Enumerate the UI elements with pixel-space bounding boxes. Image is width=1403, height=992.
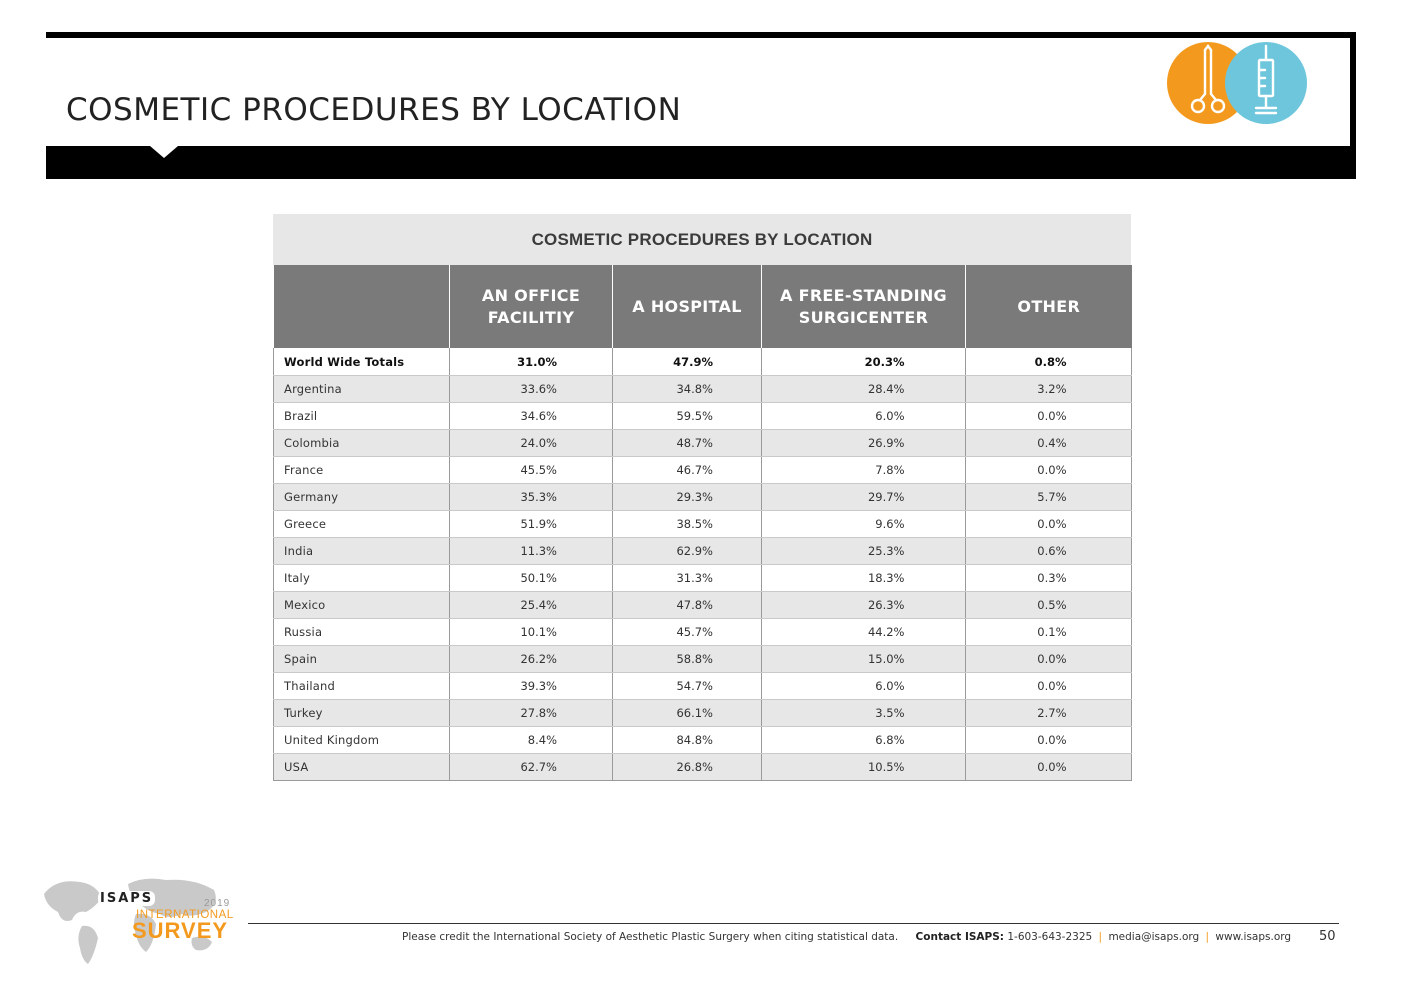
percent-value: 8.4% xyxy=(527,733,557,747)
header-row xyxy=(274,265,1132,348)
percent-value: 28.4% xyxy=(867,382,905,396)
value-cell xyxy=(613,592,762,619)
country-cell: World Wide Totals xyxy=(274,348,450,376)
country-cell: Italy xyxy=(274,565,450,592)
country-cell: Thailand xyxy=(274,673,450,700)
table-row xyxy=(274,754,1132,781)
value-cell xyxy=(762,727,966,754)
percent-value: 47.9% xyxy=(673,354,713,369)
table-row xyxy=(274,484,1132,511)
column-header-office: AN OFFICE FACILITIY xyxy=(450,265,613,348)
percent-value: 34.6% xyxy=(520,409,557,423)
page-number: 50 xyxy=(1319,929,1336,944)
percent-value: 39.3% xyxy=(520,679,557,693)
percent-value: 0.5% xyxy=(1037,598,1067,612)
column-header-country xyxy=(274,265,450,348)
column-header-hospital: A HOSPITAL xyxy=(613,265,762,348)
percent-value: 62.9% xyxy=(676,544,713,558)
value-cell xyxy=(450,457,613,484)
value-cell xyxy=(762,538,966,565)
value-cell xyxy=(613,348,762,376)
percent-value: 2.7% xyxy=(1037,706,1067,720)
percent-value: 20.3% xyxy=(864,354,905,369)
percent-value: 0.0% xyxy=(1037,760,1067,774)
country-cell: Spain xyxy=(274,646,450,673)
percent-value: 62.7% xyxy=(520,760,557,774)
value-cell xyxy=(613,457,762,484)
value-cell xyxy=(762,565,966,592)
value-cell xyxy=(450,754,613,781)
value-cell xyxy=(450,592,613,619)
table-caption: COSMETIC PROCEDURES BY LOCATION xyxy=(273,214,1131,265)
table-row xyxy=(274,403,1132,430)
table-row xyxy=(274,646,1132,673)
percent-value: 46.7% xyxy=(676,463,713,477)
separator: | xyxy=(1098,931,1103,943)
country-cell: India xyxy=(274,538,450,565)
percent-value: 0.0% xyxy=(1037,652,1067,666)
totals-row xyxy=(274,348,1132,376)
value-cell xyxy=(450,673,613,700)
logo-year: 2019 xyxy=(204,898,231,909)
value-cell xyxy=(762,646,966,673)
percent-value: 0.0% xyxy=(1037,679,1067,693)
footer-divider xyxy=(248,923,1339,924)
percent-value: 38.5% xyxy=(676,517,713,531)
logo-line1: INTERNATIONAL xyxy=(136,909,234,921)
location-table xyxy=(273,214,1131,781)
value-cell xyxy=(762,403,966,430)
percent-value: 50.1% xyxy=(520,571,557,585)
country-cell: Germany xyxy=(274,484,450,511)
country-cell: Russia xyxy=(274,619,450,646)
table-row xyxy=(274,457,1132,484)
value-cell xyxy=(450,348,613,376)
country-cell: Argentina xyxy=(274,376,450,403)
value-cell xyxy=(966,511,1132,538)
value-cell xyxy=(966,484,1132,511)
country-cell: USA xyxy=(274,754,450,781)
percent-value: 35.3% xyxy=(520,490,557,504)
value-cell xyxy=(762,511,966,538)
value-cell xyxy=(450,619,613,646)
percent-value: 34.8% xyxy=(676,382,713,396)
percent-value: 25.3% xyxy=(867,544,905,558)
percent-value: 18.3% xyxy=(867,571,905,585)
isaps-survey-logo xyxy=(36,860,241,970)
percent-value: 0.0% xyxy=(1037,733,1067,747)
value-cell xyxy=(762,484,966,511)
percent-value: 25.4% xyxy=(520,598,557,612)
percent-value: 44.2% xyxy=(867,625,905,639)
value-cell xyxy=(966,565,1132,592)
percent-value: 45.7% xyxy=(676,625,713,639)
value-cell xyxy=(966,700,1132,727)
percent-value: 31.3% xyxy=(676,571,713,585)
value-cell xyxy=(613,700,762,727)
country-cell: Greece xyxy=(274,511,450,538)
value-cell xyxy=(966,646,1132,673)
percent-value: 0.6% xyxy=(1037,544,1067,558)
country-cell: France xyxy=(274,457,450,484)
percent-value: 10.1% xyxy=(520,625,557,639)
value-cell xyxy=(450,511,613,538)
value-cell xyxy=(613,376,762,403)
percent-value: 26.2% xyxy=(520,652,557,666)
value-cell xyxy=(613,484,762,511)
contact-phone: 1-603-643-2325 xyxy=(1007,931,1093,943)
value-cell xyxy=(450,700,613,727)
logo-brand: ISAPS xyxy=(100,891,154,906)
percent-value: 26.9% xyxy=(867,436,905,450)
percent-value: 59.5% xyxy=(676,409,713,423)
percent-value: 3.5% xyxy=(875,706,905,720)
contact-label: Contact ISAPS: xyxy=(915,931,1004,943)
percent-value: 9.6% xyxy=(875,517,905,531)
percent-value: 11.3% xyxy=(520,544,557,558)
column-header-surgicenter: A FREE-STANDING SURGICENTER xyxy=(762,265,966,348)
value-cell xyxy=(450,430,613,457)
value-cell xyxy=(966,592,1132,619)
percent-value: 31.0% xyxy=(517,354,557,369)
percent-value: 0.1% xyxy=(1037,625,1067,639)
value-cell xyxy=(613,430,762,457)
percent-value: 24.0% xyxy=(520,436,557,450)
value-cell xyxy=(966,348,1132,376)
value-cell xyxy=(966,430,1132,457)
percent-value: 3.2% xyxy=(1037,382,1067,396)
value-cell xyxy=(966,754,1132,781)
percent-value: 0.0% xyxy=(1037,517,1067,531)
percent-value: 0.4% xyxy=(1037,436,1067,450)
value-cell xyxy=(762,673,966,700)
header-notch xyxy=(150,146,178,158)
value-cell xyxy=(762,457,966,484)
table-row xyxy=(274,592,1132,619)
table-row xyxy=(274,511,1132,538)
logo-line2: SURVEY xyxy=(132,918,229,943)
value-cell xyxy=(966,619,1132,646)
contact-email[interactable]: media@isaps.org xyxy=(1108,931,1200,943)
value-cell xyxy=(966,457,1132,484)
value-cell xyxy=(613,754,762,781)
percent-value: 0.0% xyxy=(1037,409,1067,423)
contact-website[interactable]: www.isaps.org xyxy=(1215,931,1292,943)
separator: | xyxy=(1205,931,1210,943)
percent-value: 7.8% xyxy=(875,463,905,477)
data-table xyxy=(273,265,1132,781)
value-cell xyxy=(762,754,966,781)
credit-text: Please credit the International Society of Aesthetic Plastic Surgery when citing statistical data. xyxy=(402,931,899,943)
table-row xyxy=(274,673,1132,700)
percent-value: 26.3% xyxy=(867,598,905,612)
value-cell xyxy=(966,673,1132,700)
percent-value: 45.5% xyxy=(520,463,557,477)
percent-value: 0.8% xyxy=(1034,354,1067,369)
percent-value: 51.9% xyxy=(520,517,557,531)
country-cell: Turkey xyxy=(274,700,450,727)
table-row xyxy=(274,565,1132,592)
table-row xyxy=(274,538,1132,565)
value-cell xyxy=(966,727,1132,754)
value-cell xyxy=(613,619,762,646)
percent-value: 26.8% xyxy=(676,760,713,774)
value-cell xyxy=(613,673,762,700)
syringe-icon xyxy=(1225,42,1307,124)
percent-value: 0.0% xyxy=(1037,463,1067,477)
value-cell xyxy=(762,700,966,727)
value-cell xyxy=(613,403,762,430)
value-cell xyxy=(450,727,613,754)
value-cell xyxy=(762,430,966,457)
percent-value: 6.0% xyxy=(875,409,905,423)
percent-value: 29.3% xyxy=(676,490,713,504)
percent-value: 33.6% xyxy=(520,382,557,396)
percent-value: 6.0% xyxy=(875,679,905,693)
percent-value: 0.3% xyxy=(1037,571,1067,585)
value-cell xyxy=(762,619,966,646)
table-row xyxy=(274,376,1132,403)
percent-value: 84.8% xyxy=(676,733,713,747)
percent-value: 10.5% xyxy=(867,760,905,774)
value-cell xyxy=(613,565,762,592)
value-cell xyxy=(450,538,613,565)
footer-credit-line xyxy=(402,931,1291,943)
page-title: COSMETIC PROCEDURES BY LOCATION xyxy=(66,92,682,128)
percent-value: 47.8% xyxy=(676,598,713,612)
table-row xyxy=(274,430,1132,457)
country-cell: Colombia xyxy=(274,430,450,457)
value-cell xyxy=(613,727,762,754)
value-cell xyxy=(762,348,966,376)
value-cell xyxy=(966,376,1132,403)
value-cell xyxy=(613,538,762,565)
country-cell: Mexico xyxy=(274,592,450,619)
value-cell xyxy=(762,376,966,403)
value-cell xyxy=(450,484,613,511)
value-cell xyxy=(450,403,613,430)
value-cell xyxy=(450,376,613,403)
percent-value: 48.7% xyxy=(676,436,713,450)
value-cell xyxy=(613,646,762,673)
percent-value: 29.7% xyxy=(867,490,905,504)
percent-value: 27.8% xyxy=(520,706,557,720)
percent-value: 5.7% xyxy=(1037,490,1067,504)
column-header-other: OTHER xyxy=(966,265,1132,348)
value-cell xyxy=(450,646,613,673)
country-cell: United Kingdom xyxy=(274,727,450,754)
table-row xyxy=(274,619,1132,646)
percent-value: 58.8% xyxy=(676,652,713,666)
value-cell xyxy=(762,592,966,619)
percent-value: 6.8% xyxy=(875,733,905,747)
value-cell xyxy=(613,511,762,538)
value-cell xyxy=(966,538,1132,565)
table-row xyxy=(274,727,1132,754)
percent-value: 66.1% xyxy=(676,706,713,720)
value-cell xyxy=(966,403,1132,430)
country-cell: Brazil xyxy=(274,403,450,430)
value-cell xyxy=(450,565,613,592)
percent-value: 15.0% xyxy=(867,652,905,666)
percent-value: 54.7% xyxy=(676,679,713,693)
table-row xyxy=(274,700,1132,727)
